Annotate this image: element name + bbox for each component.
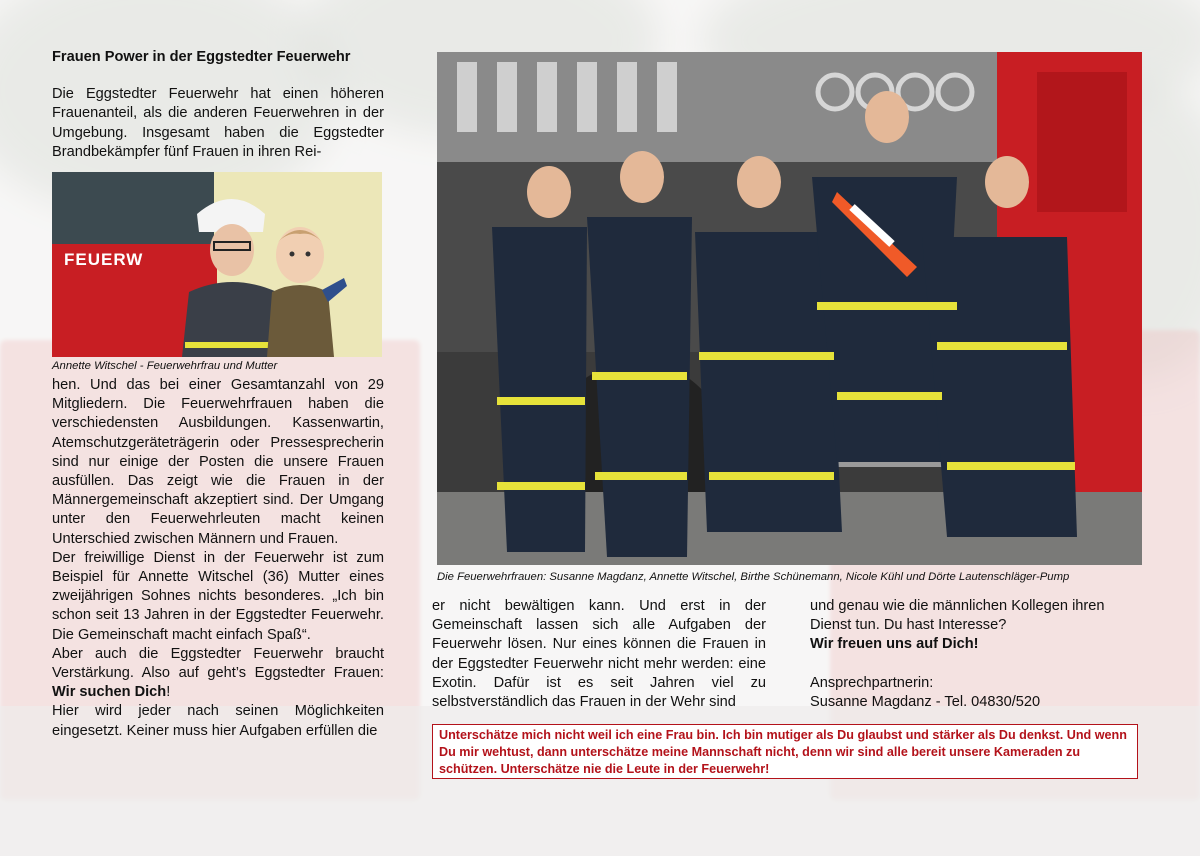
article-paragraph: hen. Und das bei einer Gesamtanzahl von 29 Mitgliedern. Die Feuerwehrfrauen haben die verschiedensten Ausbildungen. Kassenwartin, Atemschutzgeräteträgerin oder Pressesprecherin sind nur einige der Posten die unsere Frauen ausfüllen. Das zeigt wie die Frauen in der Männergemeinschaft akzeptiert sind. Der Umgang unter den Feuerwehrleuten macht keinen Unterschied zwischen Männern und Frauen.	[52, 377, 384, 547]
article-intro: Die Eggstedter Feuerwehr hat einen höheren Frauenanteil, als die anderen Feuerwehren in der Umgebung. Insgesamt haben die Eggstedter Brandbekämpfer fünf Frauen in ihren Rei-	[52, 86, 384, 160]
article-column-1-top	[52, 48, 384, 162]
photo-mother-and-child	[52, 172, 382, 357]
photo-caption-main: Die Feuerwehrfrauen: Susanne Magdanz, Annette Witschel, Birthe Schünemann, Nicole Kühl und Dörte Lautenschläger-Pump	[437, 571, 1070, 583]
article-column-2	[432, 597, 766, 712]
call-to-action: Wir freuen uns auf Dich!	[810, 636, 979, 653]
photo-caption-small: Annette Witschel - Feuerwehrfrau und Mutter	[52, 360, 278, 372]
article-paragraph: Aber auch die Eggstedter Feuerwehr braucht Verstärkung. Also auf geht’s Eggstedter Frauen: Wir suchen Dich!	[52, 645, 384, 701]
article-column-1-bottom	[52, 376, 384, 741]
contact-label: Ansprechpartnerin:	[810, 674, 934, 691]
photo-firewomen-group	[437, 52, 1142, 565]
quote-box: Unterschätze mich nicht weil ich eine Frau bin. Ich bin mutiger als Du glaubst und stärker als Du denkst. Und wenn Du mir wehtust, dann unterschätze meine Mannschaft nicht, denn wir sind alle bereit unsere Kameraden zu schützen. Unterschätze nie die Leute in der Feuerwehr!	[432, 724, 1138, 779]
article-title: Frauen Power in der Eggstedter Feuerwehr	[52, 49, 351, 65]
article-paragraph: und genau wie die männlichen Kollegen ihren Dienst tun. Du hast Interesse?	[810, 598, 1105, 634]
contact-value: Susanne Magdanz - Tel. 04830/520	[810, 693, 1041, 710]
highlight-text: Wir suchen Dich	[52, 684, 167, 701]
article-paragraph: Hier wird jeder nach seinen Möglichkeiten eingesetzt. Keiner muss hier Aufgaben erfüllen die	[52, 703, 384, 739]
article-paragraph: er nicht bewältigen kann. Und erst in der Gemeinschaft lassen sich alle Aufgaben der Feuerwehr lösen. Nur eines können die Frauen in der Eggstedter Feuerwehr nicht mehr werden: eine Exotin. Dafür ist es seit Jahren viel zu selbstverständlich das Frauen in der Wehr sind	[432, 598, 766, 711]
truck-label: FEUERW	[64, 250, 144, 269]
child-figure	[252, 220, 347, 357]
spacer	[810, 655, 1144, 674]
article-column-3	[810, 597, 1144, 712]
article-paragraph: Der freiwillige Dienst in der Feuerwehr ist zum Beispiel für Annette Witschel (36) Mutter eines zweijährigen Sohnes nichts besonderes. „Ich bin schon seit 13 Jahren in der Eggstedter Feuerwehr. Die Gemeinschaft macht einfach Spaß“.	[52, 549, 384, 643]
